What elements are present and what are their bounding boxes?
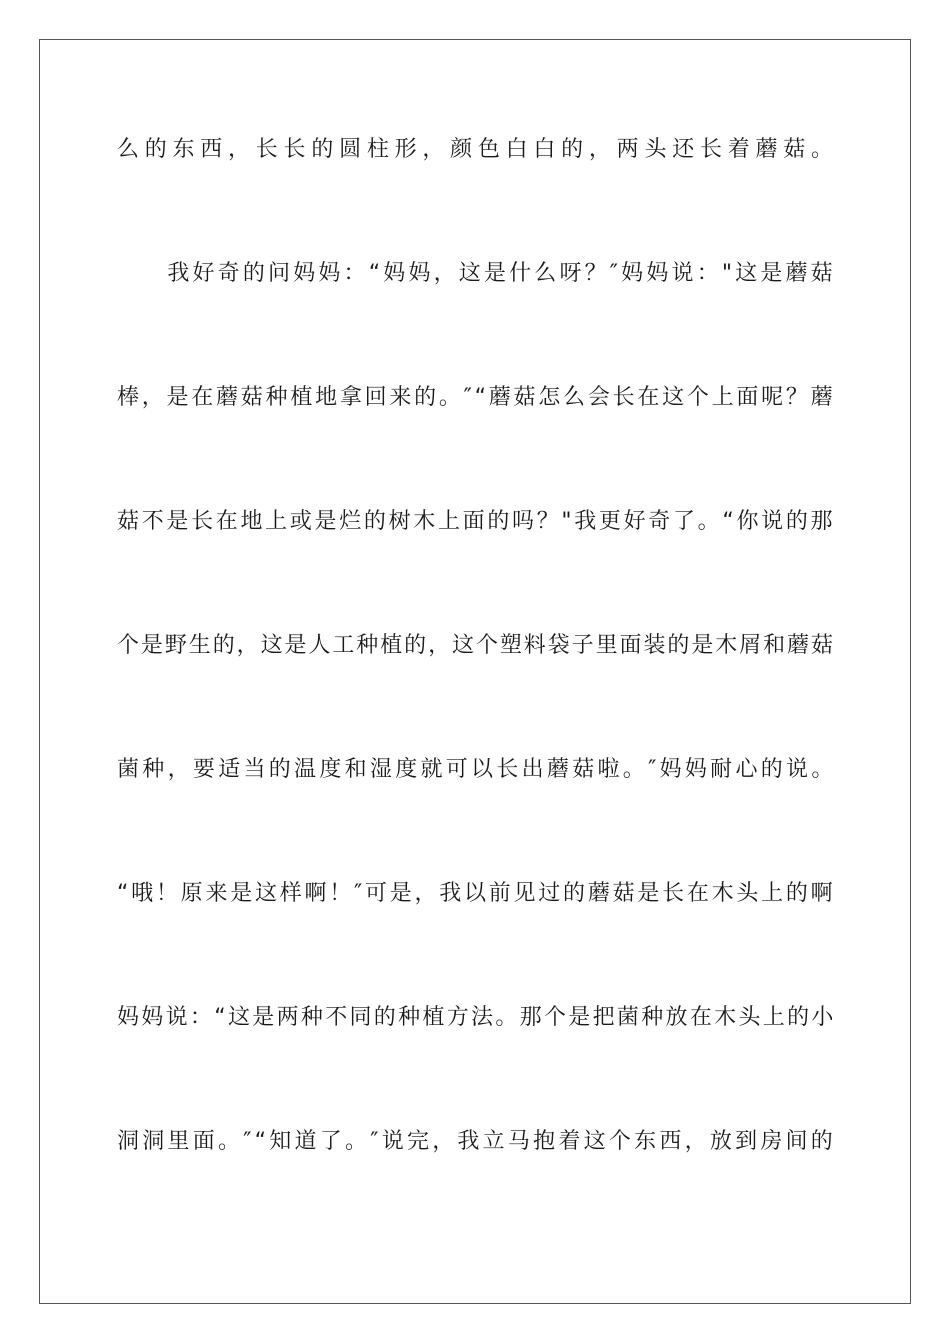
text-line: “哦！原来是这样啊！″可是，我以前见过的蘑菇是长在木头上的啊 bbox=[117, 881, 836, 906]
text-line: 我好奇的问妈妈：“妈妈，这是什么呀？″妈妈说："这是蘑菇 bbox=[117, 261, 836, 286]
text-line: 洞洞里面。″“知道了。″说完，我立马抱着这个东西，放到房间的 bbox=[117, 1129, 837, 1154]
text-line: 菌种，要适当的温度和湿度就可以长出蘑菇啦。″妈妈耐心的说。 bbox=[117, 757, 837, 782]
text-line: 个是野生的，这是人工种植的，这个塑料袋子里面装的是木屑和蘑菇 bbox=[117, 633, 835, 658]
text-line: 妈妈说：“这是两种不同的种植方法。那个是把菌种放在木头上的小 bbox=[117, 1005, 836, 1030]
page-border bbox=[39, 39, 911, 1304]
text-line: 棒，是在蘑菇种植地拿回来的。″“蘑菇怎么会长在这个上面呢？蘑 bbox=[117, 385, 836, 410]
text-line: 菇不是长在地上或是烂的树木上面的吗？"我更好奇了。“你说的那 bbox=[117, 509, 836, 534]
text-line: 么的东西，长长的圆柱形，颜色白白的，两头还长着蘑菇。 bbox=[117, 137, 839, 162]
